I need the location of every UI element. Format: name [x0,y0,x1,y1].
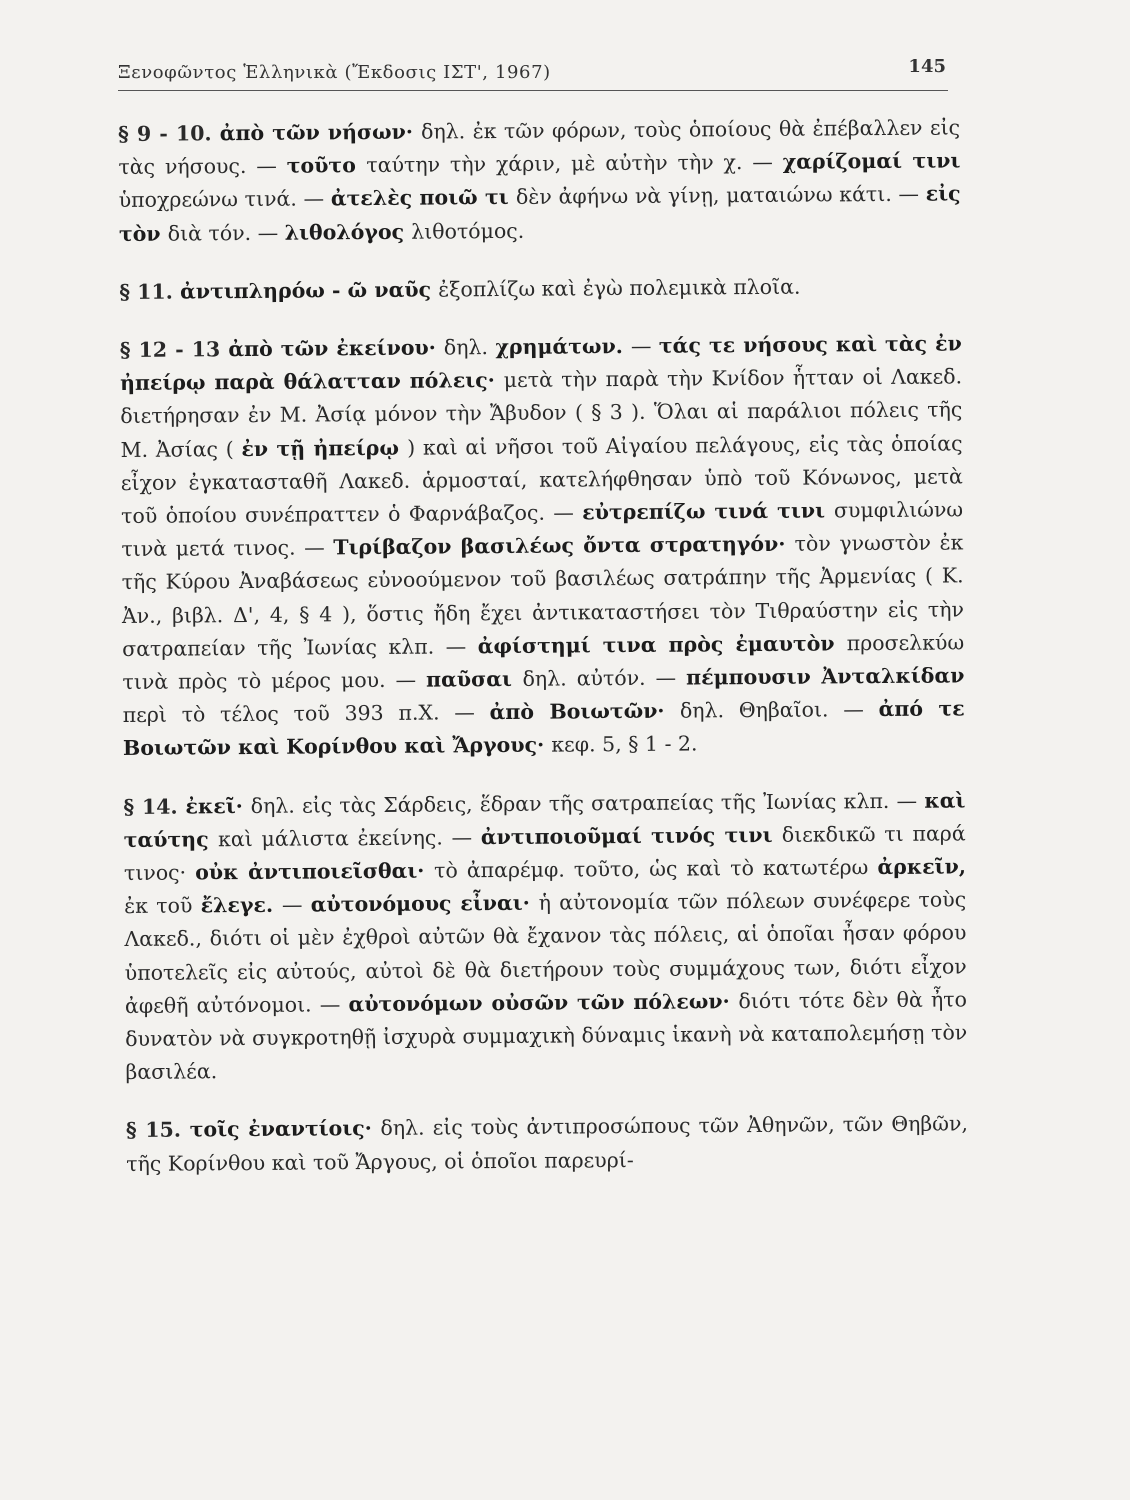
section-marker: § 11. [119,279,173,304]
gloss-text: κεφ. 5, § 1 - 2. [551,731,698,758]
gloss-text: προσελκύω τινὰ πρὸς τὸ μέρος μου. — [122,630,965,695]
lemma-term: παῦσαι [425,666,523,692]
lemma-term: ἐν τῇ ἠπείρῳ [241,435,408,461]
lemma-term: Τιρίβαζον βασιλέως ὄντα στρατηγόν· [333,531,795,560]
lemma-term: ἀπὸ τῶν νήσων· [211,119,422,146]
gloss-text: δηλ. εἰς τὰς Σάρδεις, ἕδραν τῆς σατραπείας τῆς Ἰωνίας κλπ. — [250,788,925,818]
section-marker: § 12 - 13 [119,337,221,363]
lemma-term: αὐτονόμους εἶναι· [310,890,539,917]
gloss-text: ) καὶ αἱ νῆσοι τοῦ Αἰγαίου πελάγους, εἰς τὰς ὁποίας εἶχον ἐγκατασταθῆ Λακεδ. ἁρμοσταί, κατελήφθησαν ὑπὸ τοῦ Κόνωνος, μετὰ τοῦ ὁποίου συνέπραττεν ὁ Φαρνάβαζος. — [120,431,963,529]
commentary-paragraph [126,1108,968,1181]
gloss-text: δηλ. ἐκ τῶν φόρων, τοὺς ὁποίους θὰ ἐπέβαλλεν εἰς τὰς νήσους. — [118,115,961,180]
gloss-text: δηλ. Θηβαῖοι. — [679,697,879,723]
gloss-text: ἐκ τοῦ [124,893,201,919]
gloss-text: τὸ ἀπαρέμφ. τοῦτο, ὡς καὶ τὸ κατωτέρω [433,855,878,883]
gloss-text: — [630,333,659,358]
gloss-text: περὶ τὸ τέλος τοῦ 393 π.Χ. — [122,700,490,728]
gloss-text: ἡ αὐτονομία τῶν πόλεων συνέφερε τοὺς Λακεδ., διότι οἱ μὲν ἐχθροὶ αὐτῶν θὰ ἔχανον τὰς πόλεις, αἱ ὁποῖαι ἦσαν φόρου ὑποτελεῖς εἰς αὐτούς, αὐτοὶ δὲ θὰ διετήρουν τοὺς συμμάχους των, διότι εἶχον ἀφεθῆ αὐτόνομοι. — [124,887,967,1018]
lemma-term: ἀντιποιοῦμαί τινός τινι [480,822,782,850]
gloss-text: διότι τότε δὲν θὰ ἦτο δυνατὸν νὰ συγκροτηθῇ ἰσχυρὰ συμμαχικὴ δύναμις ἱκανὴ νὰ καταπολεμήσῃ τὸν βασιλέα. [125,987,968,1085]
gloss-text: ἐξοπλίζω καὶ ἐγὼ πολεμικὰ πλοῖα. [438,274,801,302]
gloss-text: — [281,892,311,918]
gloss-text: διὰ τόν. — [167,220,285,246]
lemma-term: οὐκ ἀντιποιεῖσθαι· [195,858,435,885]
gloss-text: ὑποχρεώνω τινά. — [118,186,331,213]
lemma-term: καὶ ταύτης [123,788,966,852]
lemma-term: ἀντιπληρόω - ῶ ναῦς [172,277,439,304]
gloss-text: τὸν γνωστὸν ἐκ τῆς Κύρου Ἀναβάσεως εὐνοούμενον τοῦ βασιλέως σατράπην τῆς Ἀρμενίας ( Κ. Ἀν., βιβλ. Δ', 4, § 4 ), ὅστις ἤδη ἔχει ἀντικαταστήσει τὸν Τιθραύστην εἰς τὴν σατραπείαν τῆς Ἰωνίας κλπ. — [121,530,964,661]
gloss-text: συμφιλιώνω τινὰ μετά τινος. — [121,497,964,562]
gloss-text: λιθοτόμος. [411,218,525,244]
commentary-paragraph [118,111,961,250]
lemma-term: τοῖς ἐναντίοις· [180,1116,381,1143]
lemma-term: εὐτρεπίζω τινά τινι [582,498,835,525]
lemma-term: χαρίζομαί τινι [782,148,961,174]
lemma-term: λιθολόγος [284,219,412,245]
lemma-term: τοῦτο [286,153,367,178]
gloss-text: καὶ μάλιστα ἐκείνης. — [217,825,481,852]
gloss-text: ταύτην τὴν χάριν, μὲ αὐτὴν τὴν χ. — [366,149,783,178]
gloss-text: δηλ. εἰς τοὺς ἀντιπροσώπους τῶν Ἀθηνῶν, τῶν Θηβῶν, τῆς Κορίνθου καὶ τοῦ Ἄργους, οἱ ὁποῖοι παρευρί- [126,1111,969,1176]
commentary-paragraph [123,784,967,1089]
section-marker: § 9 - 10. [118,121,212,146]
lemma-term: ἀπὸ τῶν ἐκείνου· [220,335,444,362]
lemma-term: ἐκεῖ· [177,793,251,819]
header-title: Ξενοφῶντος Ἑλληνικὰ (Ἔκδοσις ΙΣΤ', 1967) [118,62,551,83]
lemma-term: χρημάτων. [495,333,632,360]
gloss-text: δηλ. [443,335,496,360]
lemma-term: ἀτελὲς ποιῶ τι [330,185,517,211]
lemma-term: ἀφίστημί τινα πρὸς ἐμαυτὸν [477,631,847,659]
lemma-term: πέμπουσιν Ἀνταλκίδαν [686,663,965,690]
gloss-text: δὲν ἀφήνω νὰ γίνῃ, ματαιώνω κάτι. — [515,182,926,210]
commentary-body [118,111,969,1205]
lemma-term: εἰς τὸν [118,181,961,246]
lemma-term: ἀπὸ Βοιωτῶν· [489,698,681,725]
lemma-term: ἀρκεῖν, [877,854,967,880]
section-marker: § 15. [125,1118,182,1143]
gloss-text: διεκδικῶ τι παρά τινος· [123,821,966,886]
section-marker: § 14. [123,794,178,819]
gloss-text: δηλ. αὐτόν. — [522,665,687,691]
lemma-term: τάς τε νήσους καὶ τὰς ἐν ἠπείρῳ παρὰ θάλατταν πόλεις· [119,331,962,396]
running-header [118,52,948,91]
lemma-term: αὐτονόμων οὐσῶν τῶν πόλεων· [348,989,739,1017]
commentary-paragraph [119,269,961,309]
lemma-term: ἀπό τε Βοιωτῶν καὶ Κορίνθου καὶ Ἄργους· [122,696,965,761]
gloss-text: μετὰ τὴν παρὰ τὴν Κνίδον ἧτταν οἱ Λακεδ. διετήρησαν ἐν Μ. Ἀσίᾳ μόνον τὴν Ἄβυδον ( § 3 ). Ὅλαι αἱ παράλιοι πόλεις τῆς Μ. Ἀσίας ( [120,364,963,462]
page-number: 145 [908,56,946,77]
commentary-paragraph [120,327,965,765]
lemma-term: ἔλεγε. [200,893,283,918]
